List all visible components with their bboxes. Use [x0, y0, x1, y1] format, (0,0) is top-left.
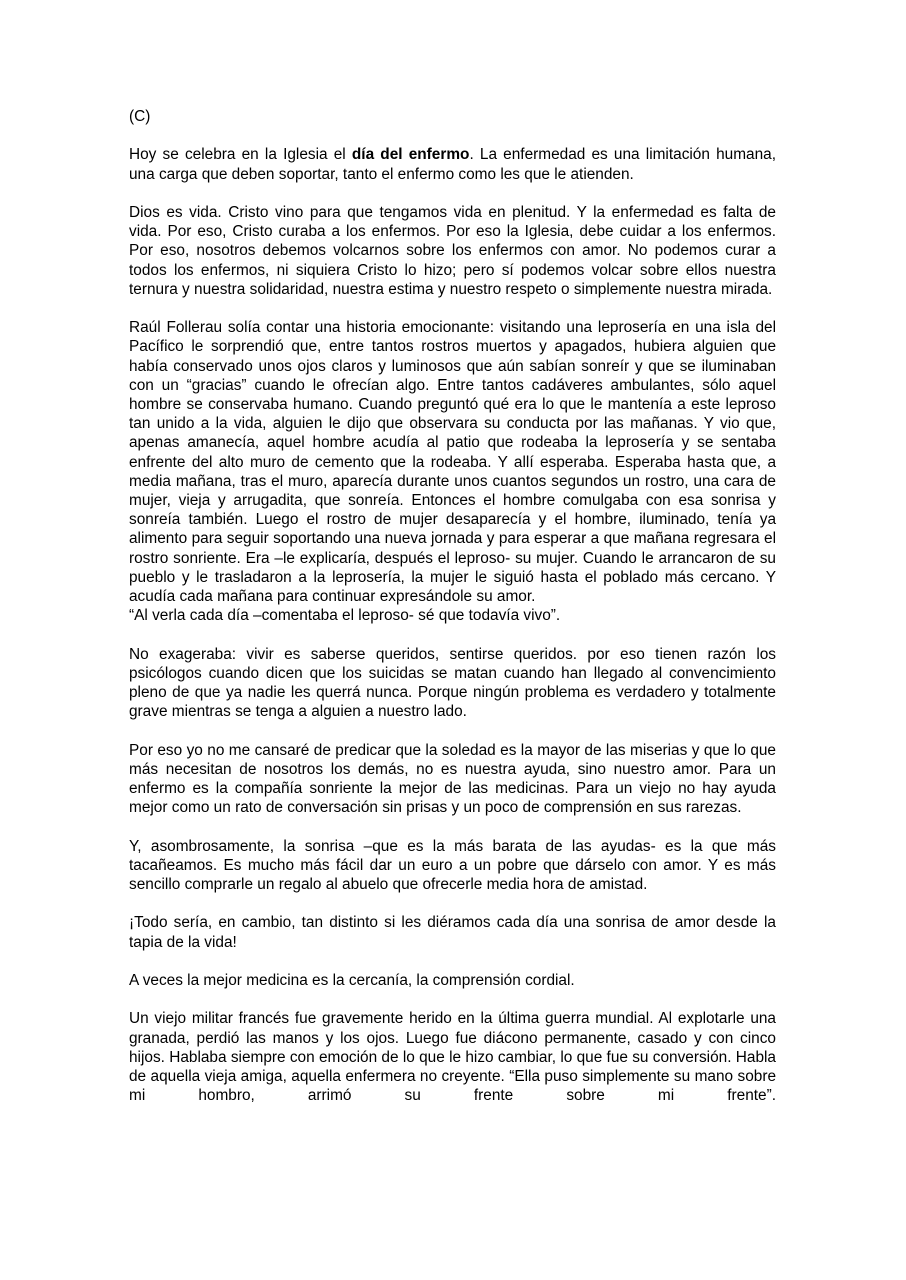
- paragraph-viejo-militar: Un viejo militar francés fue gravemente herido en la última guerra mundial. Al explotarle una granada, perdió las manos y los ojos. Luego fue diácono permanente, casado y con cinco hijos. Hablaba siempre con emoción de lo que le hizo cambiar, lo que fue su conversión. Habla de aquella vieja amiga, aquella enfermera no creyente. “Ella puso simplemente su mano sobre mi hombro, arrimó su frente sobre mi frente”.: [129, 1010, 776, 1105]
- paragraph-no-exageraba: No exageraba: vivir es saberse queridos, sentirse queridos. por eso tienen razón los psicólogos cuando dicen que los suicidas se matan cuando han llegado al convencimiento pleno de que ya nadie les querrá nunca. Porque ningún problema es verdadero y totalmente grave mientras se tenga a alguien a nuestro lado.: [129, 645, 776, 721]
- paragraph-soledad: Por eso yo no me cansaré de predicar que la soledad es la mayor de las miserias y que lo que más necesitan de nosotros los demás, no es nuestra ayuda, sino nuestro amor. Para un enfermo es la compañía sonriente la mejor de las medicinas. Para un viejo no hay ayuda mejor como un rato de conversación sin prisas y un poco de comprensión en sus rarezas.: [129, 741, 776, 817]
- paragraph-intro-end: . La enfermedad es una limitación humana, una carga que deben soportar, tanto el enfermo como les que le atienden.: [129, 146, 776, 183]
- paragraph-intro-bold: día del enfermo: [351, 146, 470, 164]
- section-label: (C): [129, 108, 151, 125]
- paragraph-follerau-story: Raúl Follerau solía contar una historia emocionante: visitando una leprosería en una isla del Pacífico le sorprendió que, entre tantos rostros muertos y apagados, hubiera alguien que había conservado unos ojos claros y luminosos que aún sabían sonreír y que se iluminaban con un “gracias” cuando le ofrecían algo. Entre tantos cadáveres ambulantes, sólo aquel hombre se conservaba humano. Cuando preguntó qué era lo que le mantenía a este leproso tan unido a la vida, alguien le dijo que observara su conducta por las mañanas. Y vio que, apenas amanecía, aquel hombre acudía al patio que rodeaba la leprosería y se sentaba enfrente del alto muro de cemento que la rodeaba. Y allí esperaba. Esperaba hasta que, a media mañana, tras el muro, aparecía durante unos cuantos segundos un rostro, una cara de mujer, vieja y arrugadita, que sonreía. Entonces el hombre comulgaba con esa sonrisa y sonreía también. Luego el rostro de mujer desaparecía y el hombre, iluminado, tenía ya alimento para seguir soportando una nueva jornada y para esperar a que mañana regresara el rostro sonriente. Era –le explicaría, después el leproso- su mujer. Cuando le arrancaron de su pueblo y le trasladaron a la leprosería, la mujer le siguió hasta el poblado más cercano. Y acudía cada mañana para continuar expresándole su amor.: [129, 319, 776, 606]
- paragraph-todo-seria: ¡Todo sería, en cambio, tan distinto si les diéramos cada día una sonrisa de amor desde la tapia de la vida!: [129, 914, 776, 951]
- paragraph-intro-start: Hoy se celebra en la Iglesia el: [129, 146, 352, 164]
- document-page: [129, 107, 776, 1125]
- paragraph-leper-quote: “Al verla cada día –comentaba el leproso- sé que todavía vivo”.: [129, 607, 561, 625]
- paragraph-intro: [129, 145, 776, 183]
- paragraph-mejor-medicina: A veces la mejor medicina es la cercanía, la comprensión cordial.: [129, 972, 575, 990]
- paragraph-sonrisa: Y, asombrosamente, la sonrisa –que es la más barata de las ayudas- es la que más tacañeamos. Es mucho más fácil dar un euro a un pobre que dárselo con amor. Y es más sencillo comprarle un regalo al abuelo que ofrecerle media hora de amistad.: [129, 837, 776, 894]
- paragraph-dios-es-vida: Dios es vida. Cristo vino para que tengamos vida en plenitud. Y la enfermedad es falta de vida. Por eso, Cristo curaba a los enfermos. Por eso la Iglesia, debe cuidar a los enfermos. Por eso, nosotros debemos volcarnos sobre los enfermos con amor. No podemos curar a todos los enfermos, ni siquiera Cristo lo hizo; pero sí podemos volcar sobre ellos nuestra ternura y nuestra solidaridad, nuestra estima y nuestro respeto o simplemente nuestra mirada.: [129, 203, 776, 298]
